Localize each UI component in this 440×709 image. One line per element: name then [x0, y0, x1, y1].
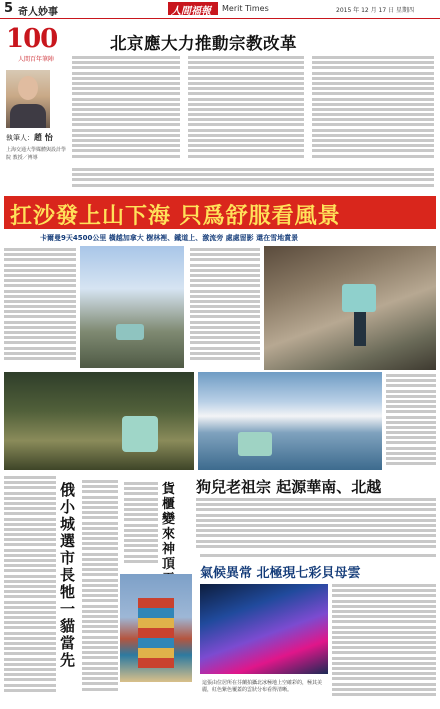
author-suit — [10, 104, 46, 128]
banner-subhead: 卡爾曼9天4500公里 橫越加拿大 樹林裡、鐵道上、激流旁 處處留影 還在雪地賞景 — [40, 234, 299, 242]
section-name: 奇人妙事 — [18, 7, 58, 18]
masthead-logo: 人間福報 — [171, 6, 211, 17]
photo-forest — [4, 372, 194, 470]
column-headline: 北京應大力推動宗教改革 — [110, 34, 297, 53]
photo-aurora — [200, 584, 328, 674]
author-title: 上海交通大學媒體與設計學院 教授／博導 — [6, 147, 67, 161]
byline — [6, 132, 53, 143]
column-logo — [4, 24, 76, 64]
aurora-caption: 這張由位居所在芬蘭拍攝北冰極地上空確彩的，極其美麗，紅色紫色覆蓋的雲狀分布看得清晰。 — [202, 680, 323, 693]
sofa-lakeside — [238, 432, 272, 456]
aurora-headline: 氣候異常 北極現七彩貝母雲 — [200, 566, 361, 581]
container-stack — [138, 598, 174, 668]
sofa-ridge — [116, 324, 144, 340]
sofa-story-text-2 — [190, 248, 260, 366]
column-body-1 — [72, 56, 180, 166]
right-lower-text — [200, 554, 436, 560]
cat-story-text — [82, 480, 118, 706]
banner-headline: 扛沙發上山下海 只爲舒服看風景 — [10, 203, 341, 229]
page-header — [0, 0, 440, 19]
person-legs — [354, 312, 366, 346]
logo-number: 100 — [6, 24, 58, 54]
byline-name: 趙 怡 — [34, 133, 53, 142]
aurora-story-text — [332, 584, 436, 704]
sofa-forest — [122, 416, 158, 452]
sofa-story-text-3 — [386, 374, 436, 470]
photo-canyon — [264, 246, 436, 370]
logo-caption: 人間百年筆陣 — [18, 56, 55, 63]
sofa-story-text — [4, 248, 76, 366]
photo-ridge — [80, 246, 184, 368]
masthead-logo-box — [168, 2, 218, 15]
column-body-3 — [312, 56, 434, 166]
byline-label: 執筆人： — [6, 134, 34, 142]
dog-headline: 狗兒老祖宗 起源華南、北越 — [196, 478, 382, 496]
stone-headline: 貨櫃變來神 頂 — [162, 482, 176, 572]
column-body-4 — [72, 168, 434, 192]
stone-story-text — [124, 482, 158, 572]
photo-mountain-lake — [198, 372, 382, 470]
main-banner — [4, 196, 436, 229]
person-carrying-sofa — [342, 284, 376, 312]
cat-headline: 俄小城選市長 牠一貓當先 — [60, 481, 76, 669]
dog-story-text — [196, 498, 436, 550]
photo-container-statue — [120, 574, 192, 682]
author-face — [18, 76, 38, 100]
masthead-edition: Merit Times — [222, 4, 269, 13]
column-body-2 — [188, 56, 304, 166]
author-photo — [6, 70, 50, 128]
issue-date: 2015 年 12 月 17 日 星期四 — [336, 7, 414, 14]
page-number: 5 — [4, 1, 14, 16]
left-column-text — [4, 476, 56, 706]
